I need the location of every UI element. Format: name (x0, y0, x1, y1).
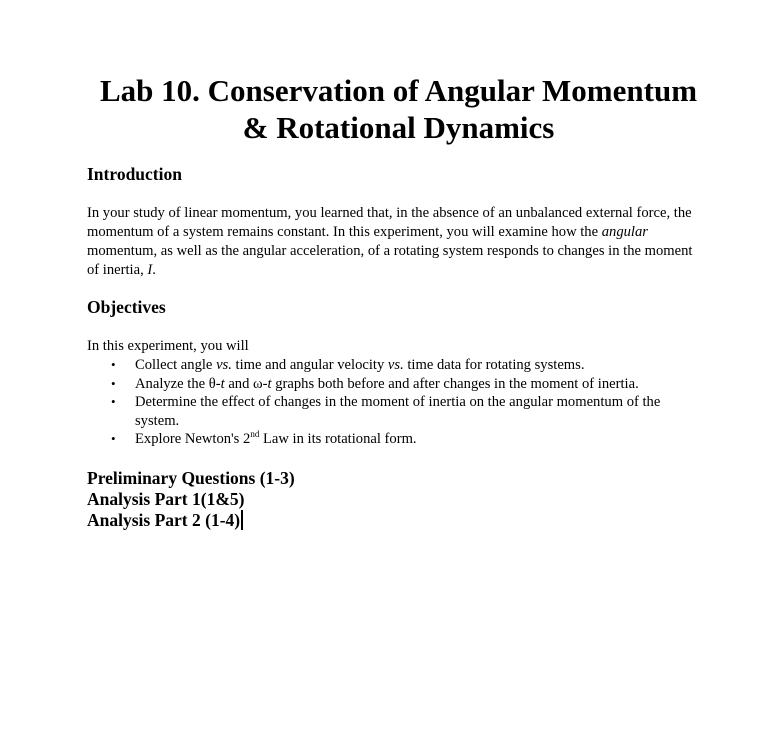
intro-text-part-1: In your study of linear momentum, you learned that, in the absence of an unbalanced external force, the momentum of a system remains constant. In this experiment, you will examine how the (87, 205, 692, 240)
title-line-1: Lab 10. Conservation of Angular Momentum (99, 73, 698, 108)
objective-1-text-c: time data for rotating systems. (403, 357, 585, 373)
objective-1-vs-1: vs. (216, 357, 232, 373)
objective-4-text-b: Law in its rotational form. (259, 431, 417, 447)
objective-2-t-2: t (267, 375, 272, 392)
bullet-icon: • (111, 394, 116, 409)
objective-1-text-b: time and angular velocity (231, 357, 388, 373)
document-title (60, 72, 737, 146)
assignment-preliminary-questions: Preliminary Questions (1-3) (87, 468, 295, 488)
objective-3-text: Determine the effect of changes in the moment of inertia on the angular momentum of the system. (135, 394, 661, 429)
title-line-2: & Rotational Dynamics (242, 110, 555, 145)
objective-2-text-b: and ω- (224, 375, 268, 392)
bullet-icon: • (111, 357, 116, 372)
introduction-paragraph (87, 204, 697, 280)
objective-1-vs-2: vs. (387, 357, 404, 373)
objective-item-4 (87, 430, 702, 449)
objective-4-superscript: nd (250, 429, 260, 439)
intro-text-variable: I (147, 262, 153, 278)
objectives-list (87, 356, 702, 449)
assignment-analysis-part-2 (87, 510, 295, 531)
bullet-icon: • (111, 375, 116, 391)
objectives-heading: Objectives (87, 297, 166, 317)
objectives-lead: In this experiment, you will (87, 338, 249, 354)
introduction-heading: Introduction (87, 164, 182, 184)
text-cursor (241, 510, 243, 530)
objective-item-3 (87, 393, 702, 430)
objective-1-text-a: Collect angle (135, 357, 217, 373)
assignment-list (87, 468, 295, 531)
objective-2-t-1: t (220, 375, 225, 392)
objective-4-text-a: Explore Newton's 2 (135, 431, 251, 447)
objective-2-text-c: graphs both before and after changes in the moment of inertia. (271, 375, 639, 392)
intro-text-part-2: momentum, as well as the angular acceleration, of a rotating system responds to changes in the moment of inertia, (87, 243, 693, 278)
objective-item-2 (87, 375, 702, 394)
objective-2-text-a: Analyze the θ- (135, 375, 221, 392)
intro-text-end: . (152, 262, 156, 278)
bullet-icon: • (111, 431, 116, 446)
intro-text-italic: angular (601, 224, 648, 240)
assignment-analysis-part-1: Analysis Part 1(1&5) (87, 489, 245, 509)
objective-item-1 (87, 356, 702, 375)
assignment-analysis-part-2-text: Analysis Part 2 (1-4) (87, 510, 241, 530)
